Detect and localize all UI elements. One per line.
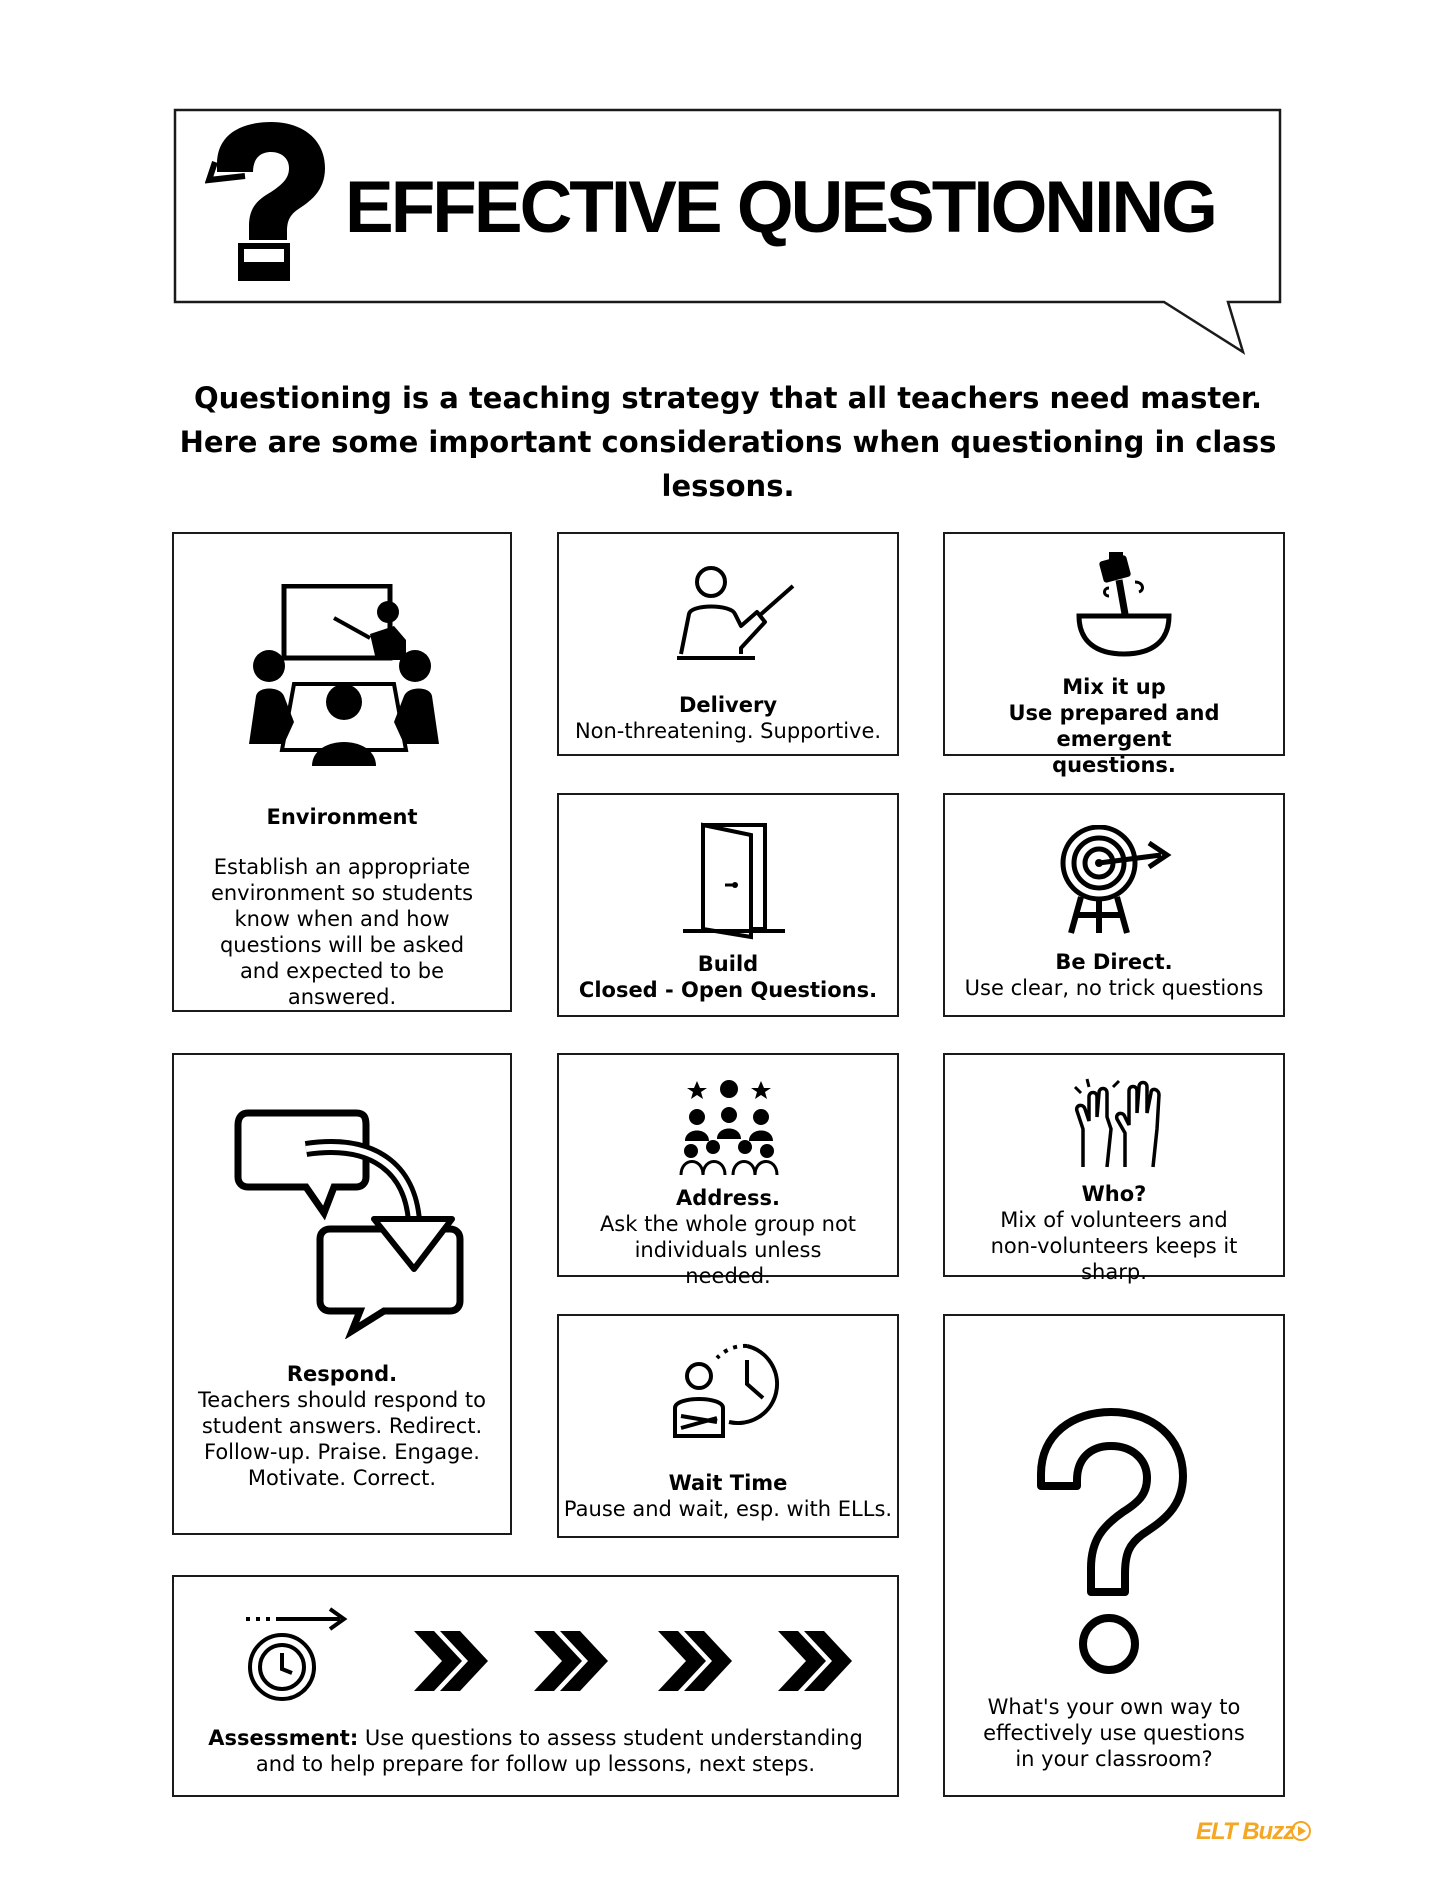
card-mix <box>943 532 1285 777</box>
build-text: Closed - Open Questions. <box>578 978 878 1002</box>
target-arrow-icon <box>1057 825 1173 935</box>
card-assessment <box>172 1575 899 1797</box>
assessment-title: Assessment: <box>208 1726 359 1750</box>
teacher-pointer-icon <box>675 566 805 676</box>
card-wait <box>557 1314 899 1538</box>
question-mark-icon <box>1021 1404 1201 1684</box>
card-direct <box>943 793 1285 1017</box>
card-address <box>557 1053 899 1288</box>
play-circle-icon <box>1290 1820 1312 1842</box>
question-mark-icon <box>205 122 335 282</box>
address-title: Address. <box>676 1186 780 1210</box>
speech-bubbles-icon <box>234 1109 464 1339</box>
page-title: EFFECTIVE QUESTIONING <box>345 167 1215 248</box>
classroom-meeting-icon <box>244 584 444 784</box>
card-build <box>557 793 899 1017</box>
assessment-text-block <box>204 1725 867 1777</box>
chevrons-icon <box>414 1627 854 1697</box>
card-own <box>943 1314 1285 1797</box>
mix-text: Use prepared and emergent questions. <box>1008 701 1220 777</box>
intro-text: Questioning is a teaching strategy that all teachers need master. Here are some important considerations when questioning in class lessons. <box>179 381 1277 503</box>
wait-title: Wait Time <box>668 1471 788 1495</box>
respond-text: Teachers should respond to student answers. Redirect. Follow-up. Praise. Engage. Motivate. Correct. <box>198 1388 486 1490</box>
direct-title: Be Direct. <box>1055 950 1173 974</box>
card-environment <box>172 532 512 1012</box>
wait-text: Pause and wait, esp. with ELLs. <box>563 1497 893 1521</box>
mixing-bowl-icon <box>1073 552 1173 662</box>
delivery-text: Non-threatening. Supportive. <box>574 719 882 743</box>
who-text: Mix of volunteers and non-volunteers keeps it sharp. <box>990 1208 1238 1284</box>
card-respond <box>172 1053 512 1535</box>
open-door-icon <box>681 821 787 941</box>
direct-text: Use clear, no trick questions <box>964 976 1264 1000</box>
card-who <box>943 1053 1285 1284</box>
address-text: Ask the whole group not individuals unless needed. <box>599 1212 857 1288</box>
delivery-title: Delivery <box>678 693 778 717</box>
raised-hands-icon <box>1073 1077 1163 1169</box>
environment-title: Environment <box>266 805 418 829</box>
mix-title: Mix it up <box>1062 675 1166 699</box>
timer-arrow-icon <box>244 1607 354 1707</box>
assessment-text: Use questions to assess student understanding and to help prepare for follow up lessons, next steps. <box>255 1726 863 1776</box>
card-delivery <box>557 532 899 756</box>
brand-logo: ELT Buzz <box>1196 1818 1295 1845</box>
environment-text: Establish an appropriate environment so students know when and how questions will be asked and expected to be answered. <box>210 855 474 1009</box>
own-text: What's your own way to effectively use questions in your classroom? <box>983 1695 1245 1771</box>
group-icon <box>677 1077 781 1177</box>
respond-title: Respond. <box>286 1362 398 1386</box>
build-title: Build <box>697 952 759 976</box>
person-clock-icon <box>669 1336 791 1456</box>
who-title: Who? <box>1081 1182 1147 1206</box>
